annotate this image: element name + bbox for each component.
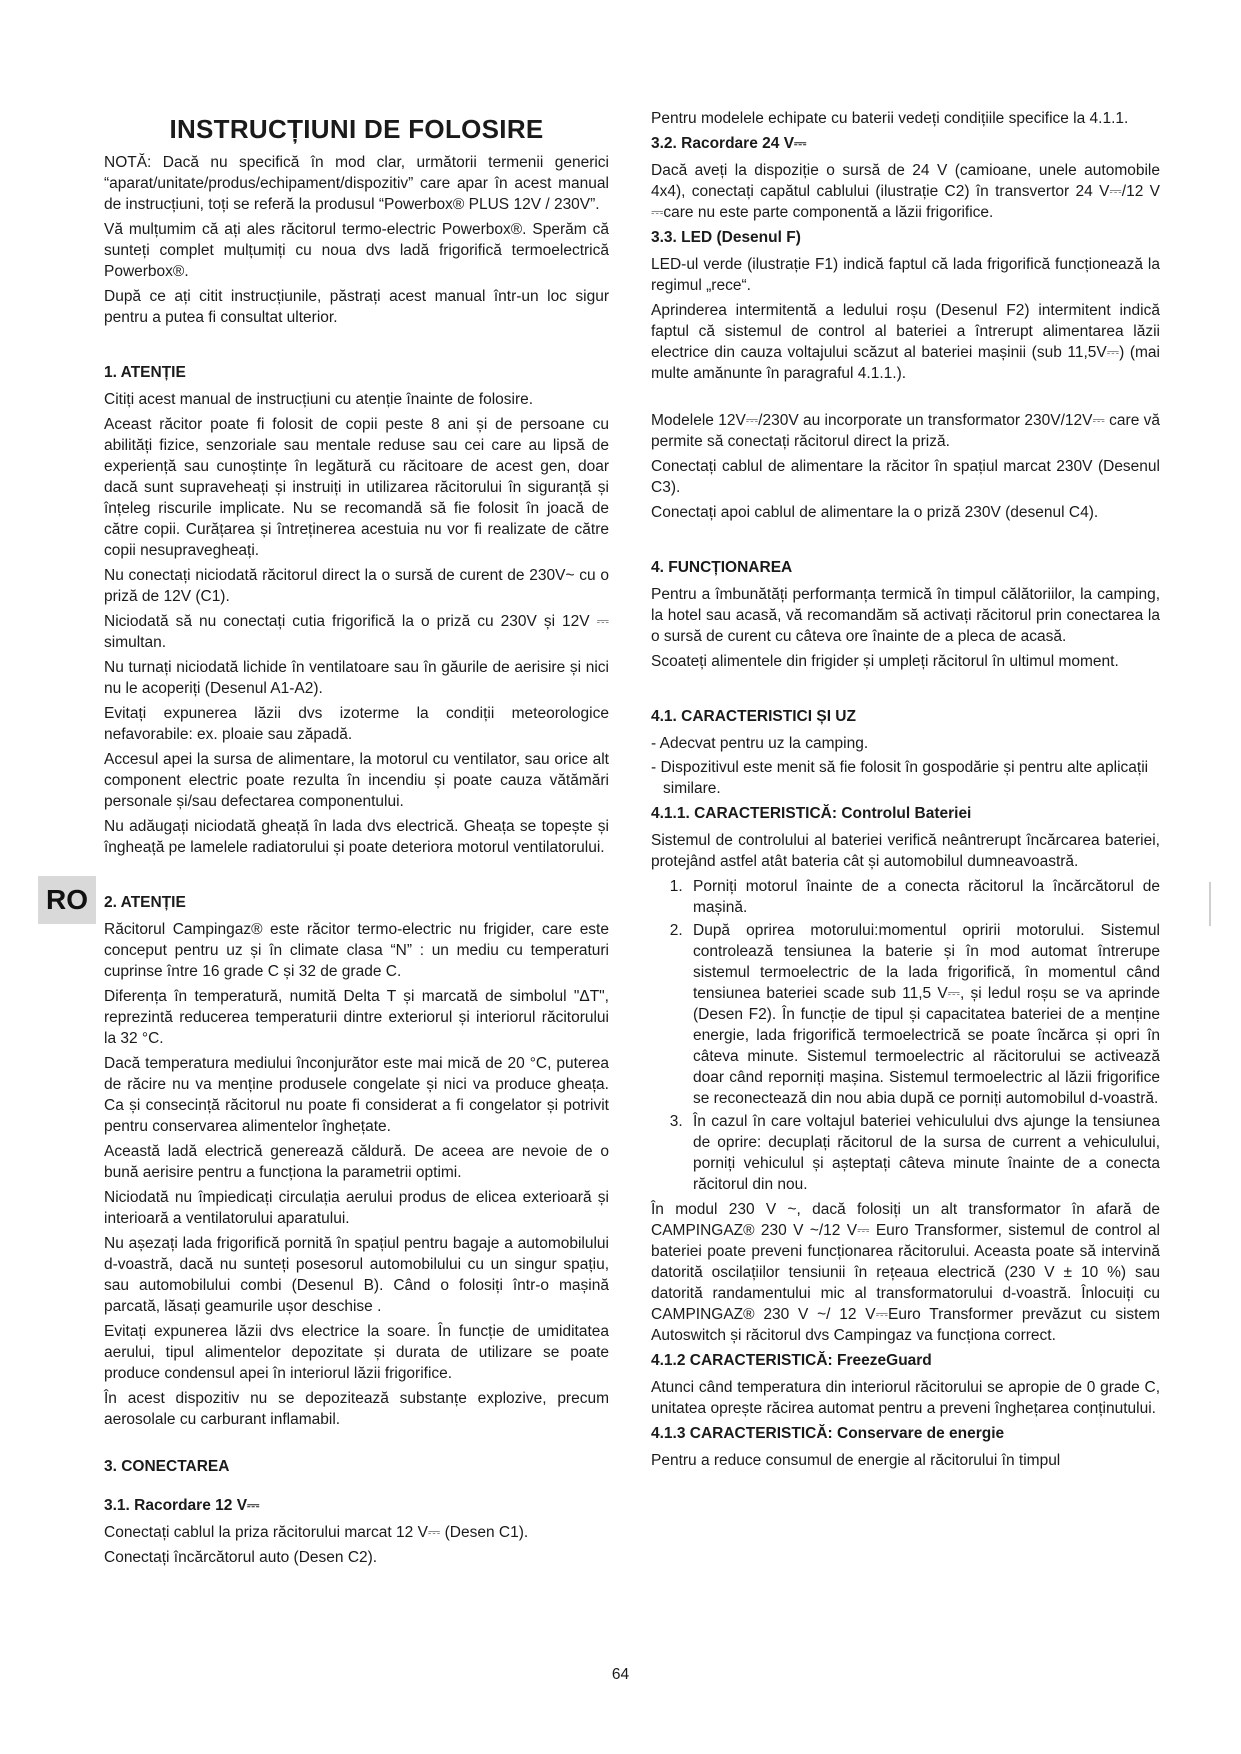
s1-paragraph: Nu turnați niciodată lichide în ventilatoare sau în găurile de aerisire și nici nu le acoperiți (Desenul A1-A2).: [104, 659, 609, 697]
language-tab: RO: [38, 876, 96, 924]
s33b-paragraph: Conectați cablul de alimentare la răcitor în spațiul marcat 230V (Desenul C3).: [651, 458, 1160, 496]
section-2-heading: 2. ATENȚIE: [104, 894, 186, 911]
section-3-heading: 3. CONECTAREA: [104, 1458, 230, 1475]
intro-note: NOTĂ: Dacă nu specifică în mod clar, următorii termenii generici “aparat/unitate/produs/echipament/dispozitiv” care apar în acest manual de instrucțiuni, toți se referă la produsul “Powerbox® PLUS 12V / 230V”.: [104, 154, 609, 213]
page-number: 64: [611, 1666, 630, 1683]
s1-paragraph: Nu adăugați niciodată gheață în lada dvs electrică. Gheața se topește și îngheață pe lamelele radiatorului și poate deteriora motorul ventilatorului.: [104, 818, 609, 856]
list-item: 1. Porniți motorul înainte de a conecta răcitorul la încărcătorul de mașină.: [687, 876, 1160, 918]
s1-paragraph: Niciodată să nu conectați cutia frigorifică la o priză cu 230V și 12V ⎓ simultan.: [104, 613, 609, 651]
section-4-heading: 4. FUNCȚIONAREA: [651, 559, 793, 576]
section-3-1-heading: 3.1. Racordare 12 V⎓: [104, 1497, 260, 1514]
battery-note: Pentru modelele echipate cu baterii vedeți condițiile specifice la 4.1.1.: [651, 110, 1129, 127]
s411-steps: [651, 876, 1160, 1195]
s1-paragraph: Aceast răcitor poate fi folosit de copii peste 8 ani și de persoane cu abilități fizice, senzoriale sau mentale reduse sau cei care au lipsă de experiență sau cunoștințe în legătură cu răcitoare de acest gen, doar dacă sunt supraveheați și instruiți in utilizarea răcitorului în siguranță și înțeleg riscurile implicate. Nu se recomandă să fie folosit în joacă de către copii. Curățarea și întreținerea acestuia nu vor fi realizate de către copii nesupravegheați.: [104, 416, 609, 559]
section-4-1-heading: 4.1. CARACTERISTICI ȘI UZ: [651, 708, 856, 725]
s4-paragraph: Pentru a îmbunătăți performanța termică în timpul călătoriilor, la camping, la hotel sau acasă, vă recomandăm să activați răcitorul prin conectarea la o sursă de curent cu câteva ore înainte de a pleca de acasă.: [651, 586, 1160, 645]
page-edge-mark: [1209, 882, 1211, 926]
s4-paragraph: Scoateți alimentele din frigider și umpleți răcitorul în ultimul moment.: [651, 653, 1119, 670]
s2-paragraph: Diferența în temperatură, numită Delta T și marcată de simbolul "ΔT", reprezintă reducerea temperaturii dintre exteriorul și interiorul răcitorului la 32 °C.: [104, 988, 609, 1047]
intro-thanks: Vă mulțumim că ați ales răcitorul termo-electric Powerbox®. Sperăm că sunteți complet mulțumiți cu noua dvs ladă frigorifică termoelectrică Powerbox®.: [104, 221, 609, 280]
s41-list: [651, 733, 1160, 799]
page-title: INSTRUCȚIUNI DE FOLOSIRE: [169, 114, 544, 144]
s2-paragraph: Niciodată nu împiedicați circulația aerului produs de elicea exterioară și interioară a ventilatorului aparatului.: [104, 1189, 609, 1227]
s411-after-paragraph: În modul 230 V ~, dacă folosiți un alt transformator în afară de CAMPINGAZ® 230 V ~/12 V⎓ Euro Transformer, sistemul de control al bateriei poate preveni funcționarea răcitorului. Aceasta poate să intervină datorită oscilațiilor tensiunii în rețeaua electrică (230 V ± 10 %) sau datorită randamentului mic al transformatorului d-voastră. Înlocuiți cu CAMPINGAZ® 230 V ~/ 12 V⎓Euro Transformer prevăzut cu sistem Autoswitch și răcitorul dvs Campingaz va funcționa correct.: [651, 1201, 1160, 1344]
s2-paragraph: Dacă temperatura mediului înconjurător este mai mică de 20 °C, puterea de răcire nu va menține produsele congelate și nici va produce gheața. Ca și consecință răcitorul nu poate fi considerat a fi congelator și potrivit pentru conservarea alimentelor înghețate.: [104, 1055, 609, 1135]
s33b-paragraph: Modelele 12V⎓/230V au incorporate un transformator 230V/12V⎓ care vă permite să conectați răcitorul direct la priză.: [651, 412, 1160, 450]
intro-keep: După ce ați citit instrucțiunile, păstrați acest manual într-un loc sigur pentru a putea fi consultat ulterior.: [104, 288, 609, 326]
s33-paragraph: Aprinderea intermitentă a ledului roșu (Desenul F2) intermitent indică faptul că sistemul de control al bateriei a întrerupt alimentarea lăzii electrice din cauza voltajului scăzut al bateriei mașinii (sub 11,5V⎓) (mai multe amănunte în paragraful 4.1.1.).: [651, 302, 1160, 382]
s33b-paragraph: Conectați apoi cablul de alimentare la o priză 230V (desenul C4).: [651, 504, 1099, 521]
s2-paragraph: Răcitorul Campingaz® este răcitor termo-electric nu frigider, care este conceput pentru uz și în climate clasa “N” : un mediu cu temperaturi cuprinse între 16 grade C și 32 de grade C.: [104, 921, 609, 980]
s411-paragraph: Sistemul de controlului al bateriei verifică neântrerupt încărcarea bateriei, protejând astfel atât bateria cât și automobilul dumneavoastră.: [651, 832, 1160, 870]
s33-paragraph: LED-ul verde (ilustrație F1) indică faptul că lada frigorifică funcționează la regimul „rece“.: [651, 256, 1160, 294]
section-3-3-heading: 3.3. LED (Desenul F): [651, 229, 801, 246]
s2-paragraph: Evitați expunerea lăzii dvs electrice la soare. În funcție de umiditatea aerului, tipul alimentelor depozitate și durata de utilizare se poate produce condensul apei în interiorul lăzii frigorifice.: [104, 1323, 609, 1382]
section-3-2-heading: 3.2. Racordare 24 V⎓: [651, 135, 807, 152]
s2-paragraph: În acest dispozitiv nu se depozitează substanțe explozive, precum aerosolale cu carburant inflamabil.: [104, 1390, 609, 1428]
list-item: - Dispozitivul este menit să fie folosit în gospodărie și pentru alte aplicații similare.: [651, 759, 1149, 797]
s1-paragraph: Citiți acest manual de instrucțiuni cu atenție înainte de folosire.: [104, 391, 534, 408]
s1-paragraph: Accesul apei la sursa de alimentare, la motorul cu ventilator, sau orice alt component electric poate rezulta în incendiu și poate cauza vătămări personale și/sau defectarea componentului.: [104, 751, 609, 810]
list-item: 3. În cazul în care voltajul bateriei vehiculului dvs ajunge la tensiunea de oprire: decuplați răcitorul de la sursa de current a vehiculului, porniți vehiculul și așteptați câteva minute înainte de a conecta răcitorul din nou.: [687, 1111, 1160, 1195]
s32-paragraph: Dacă aveți la dispoziție o sursă de 24 V (camioane, unele automobile 4x4), conectați capătul cablului (ilustrație C2) în transvertor 24 V⎓/12 V ⎓care nu este parte componentă a lăzii frigorifice.: [651, 162, 1160, 221]
s1-paragraph: Evitați expunerea lăzii dvs izoterme la condiții meteorologice nefavorabile: ex. ploaie sau zăpadă.: [104, 705, 609, 743]
list-item: - Adecvat pentru uz la camping.: [651, 735, 869, 752]
s2-paragraph: Această ladă electrică generează căldură. De aceea are nevoie de o bună aerisire pentru a funcționa la parametrii optimi.: [104, 1143, 609, 1181]
section-4-1-3-heading: 4.1.3 CARACTERISTICĂ: Conservare de energie: [651, 1425, 1005, 1442]
s413-paragraph: Pentru a reduce consumul de energie al răcitorului în timpul: [651, 1452, 1061, 1469]
section-1-heading: 1. ATENȚIE: [104, 364, 186, 381]
s31-paragraph: Conectați cablul la priza răcitorului marcat 12 V⎓ (Desen C1).: [104, 1524, 529, 1541]
s412-paragraph: Atunci când temperatura din interiorul răcitorului se apropie de 0 grade C, unitatea oprește răcirea automat pentru a preveni înghețarea conținutului.: [651, 1379, 1160, 1417]
s2-paragraph: Nu așezați lada frigorifică pornită în spațiul pentru bagaje a automobilului d-voastră, dacă nu sunteți posesorul automobilului cu un singur spațiu, sau automobilului combi (Desenul B). Când o folosiți într-o mașină parcată, lăsați geamurile ușor deschise .: [104, 1235, 609, 1315]
section-4-1-2-heading: 4.1.2 CARACTERISTICĂ: FreezeGuard: [651, 1352, 932, 1369]
right-column: [651, 108, 1160, 1475]
s1-paragraph: Nu conectați niciodată răcitorul direct la o sursă de curent de 230V~ cu o priză de 12V (C1).: [104, 567, 609, 605]
list-item: 2. După oprirea motorului:momentul opririi motorului. Sistemul controlează tensiunea la baterie și în mod automat întrerupe sistemul termoelectric de la lada frigorifică, în momentul când tensiunea bateriei scade sub 11,5 V⎓, și ledul roșu se va aprinde (Desen F2). În funcție de tipul și capacitatea bateriei de a menține energie, lada frigorifică termoelectrică se poate încărca și opri în câteva minute. Sistemul termoelectric al răcitorului se activează doar când reporniți mașina. Sistemul termoelectric al lăzii frigorifice se reconectează din nou abia după ce porniți automobilul d-voastră.: [687, 920, 1160, 1109]
s31-paragraph: Conectați încărcătorul auto (Desen C2).: [104, 1549, 378, 1566]
section-4-1-1-heading: 4.1.1. CARACTERISTICĂ: Controlul Bateriei: [651, 805, 972, 822]
left-column: [104, 108, 609, 1572]
